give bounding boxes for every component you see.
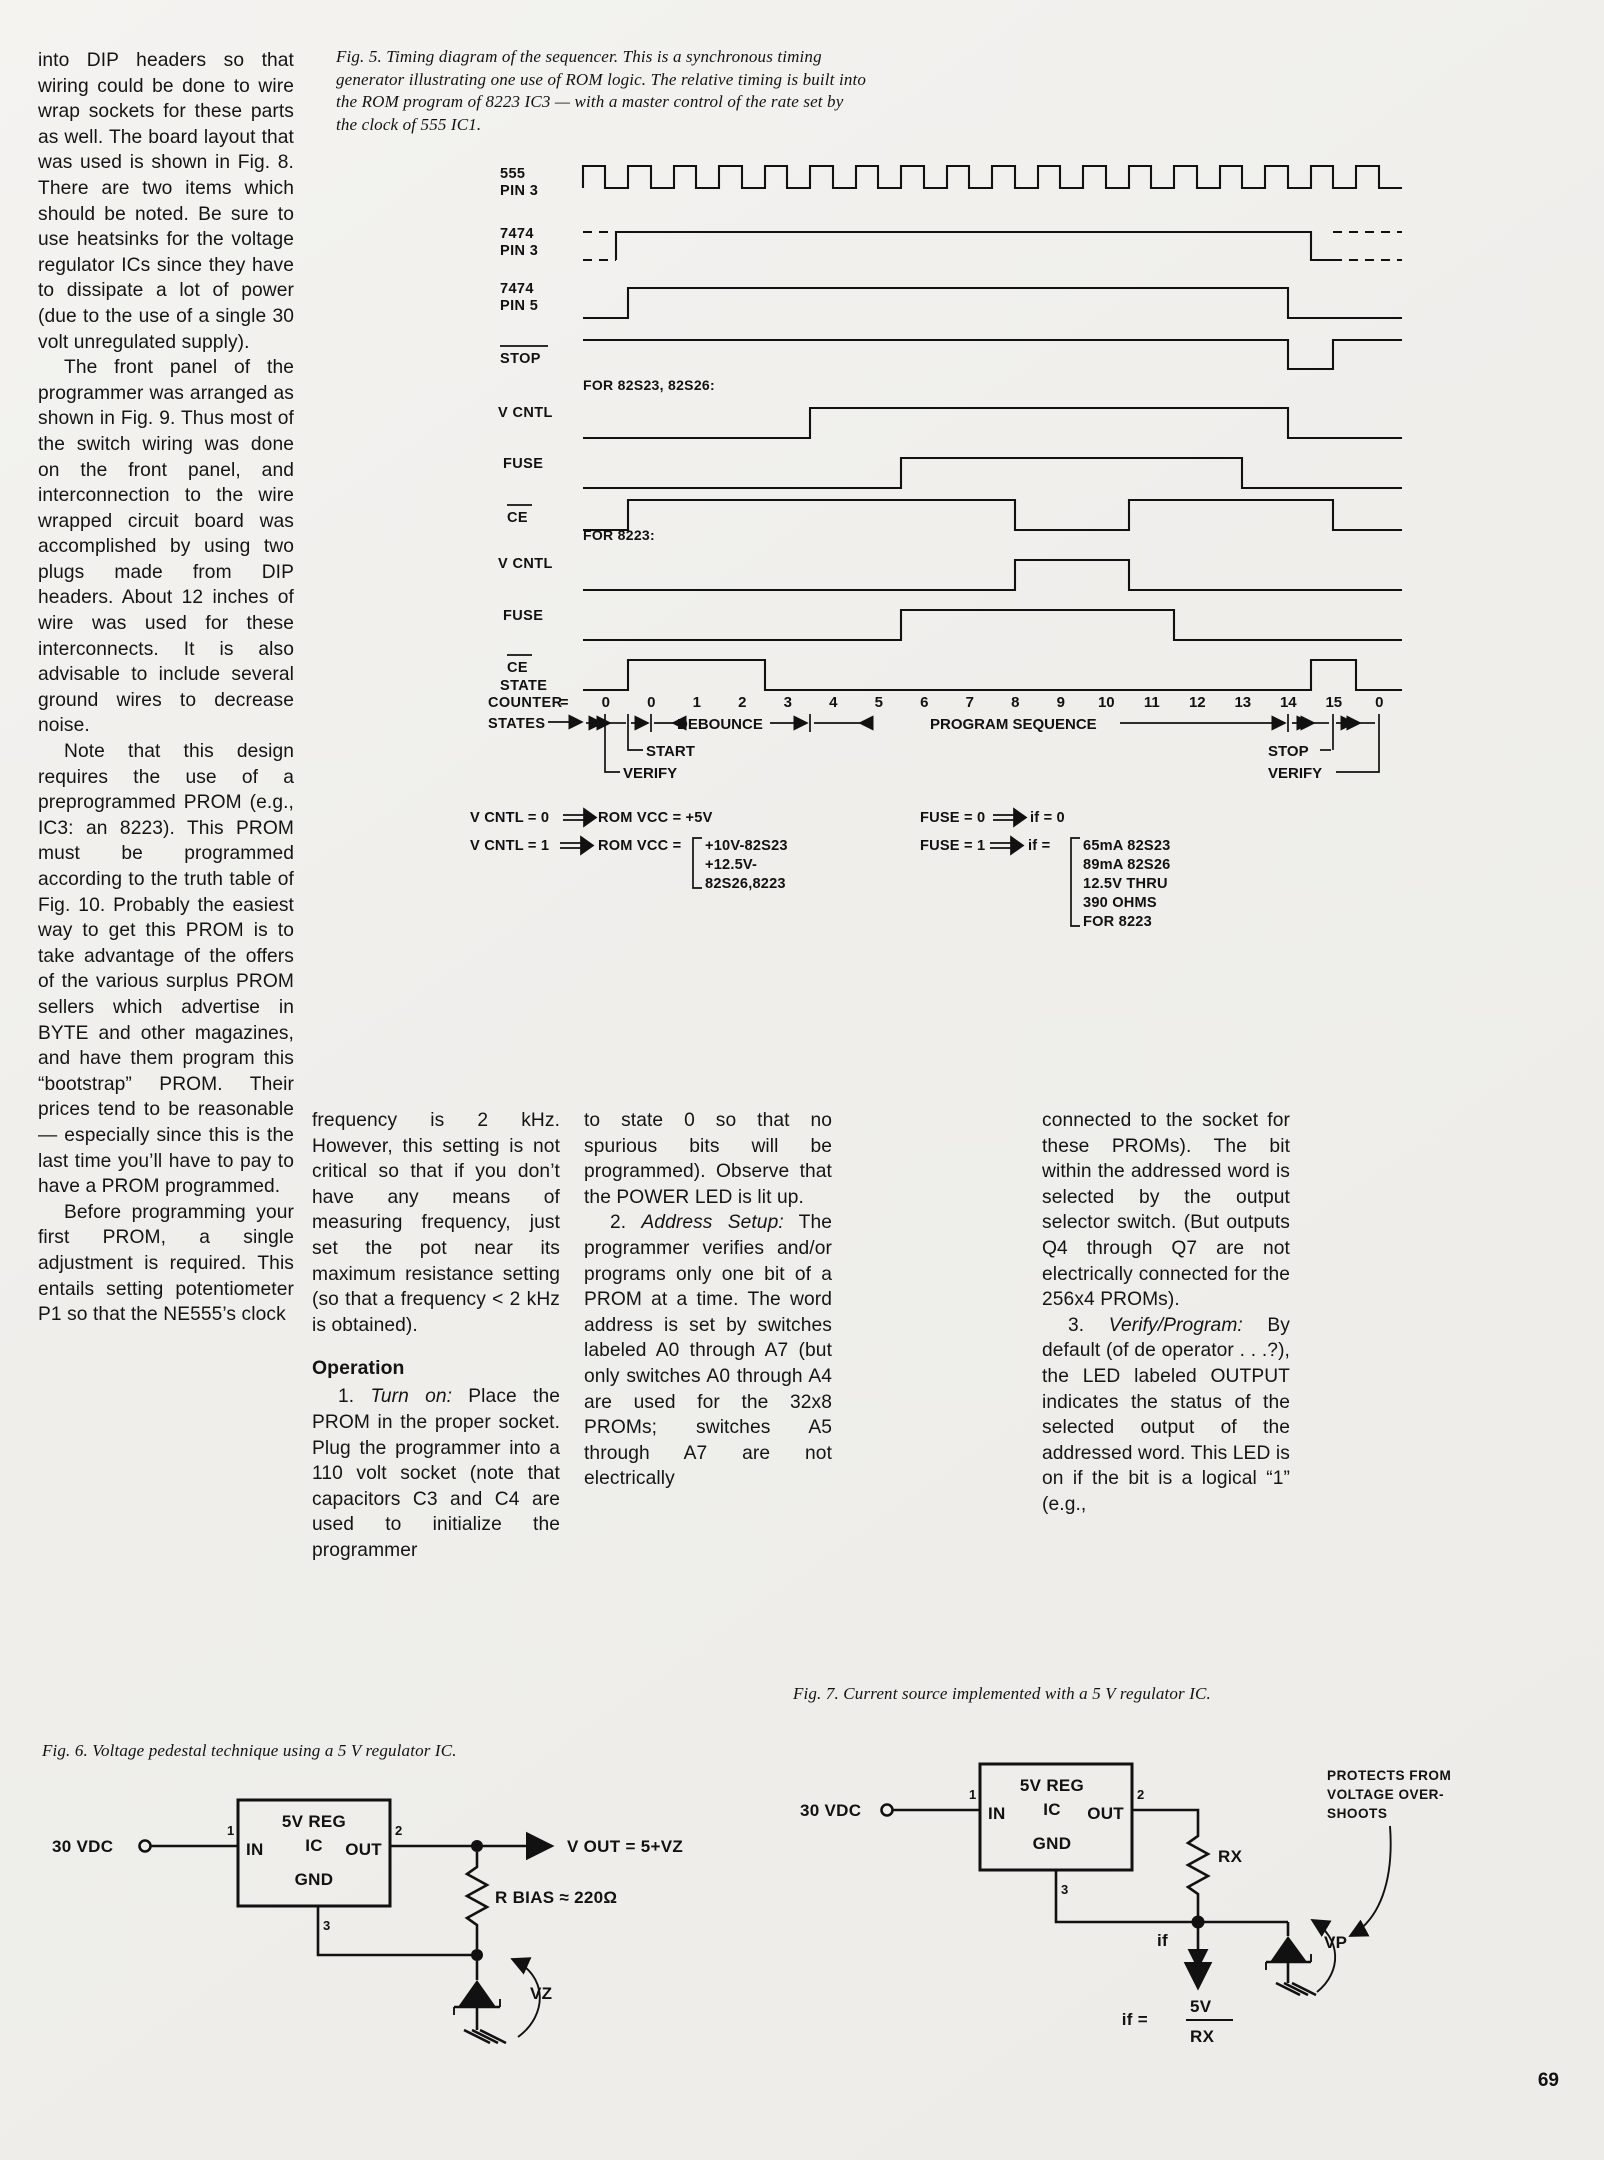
- page-number: 69: [1537, 2070, 1559, 2091]
- state-counter-value: 7: [965, 694, 974, 711]
- paragraph: connected to the socket for these PROMs). The bit within the addressed word is selected by the output selector switch. (But outputs Q4 through Q7 are not electrically connected for the 256x4 PROMs).: [1042, 1110, 1290, 1311]
- state-counter-value: 13: [1234, 694, 1252, 711]
- state-counter-value: 9: [1056, 694, 1065, 711]
- signal-label-stop: [500, 346, 548, 367]
- legend-vcntl-1-result: ROM VCC =: [598, 838, 682, 854]
- waveform-7474-pin3: [583, 232, 1402, 260]
- item-title: Address Setup:: [641, 1212, 784, 1234]
- zener-voltage-label: VZ: [530, 1984, 553, 2003]
- state-counter: [488, 678, 582, 732]
- source-label: 30 VDC: [52, 1837, 114, 1856]
- signal-labels: [498, 166, 553, 676]
- state-counter-value: 15: [1325, 694, 1343, 711]
- signal-label: PIN 5: [500, 298, 539, 314]
- legend-brace-item: 12.5V THRU: [1083, 876, 1168, 892]
- span-program-label: PROGRAM SEQUENCE: [930, 716, 1097, 733]
- item-body: The programmer verifies and/or programs only one bit of a PROM at a time. The word address is set by switches labeled A0 through A7 (but only switches A0 through A4 are used for the 32x8 PROMs; switches A5 through A7 are not electrically: [584, 1212, 832, 1490]
- callout-verify-2: VERIFY: [1268, 765, 1323, 782]
- legend-brace-item: 390 OHMS: [1083, 895, 1157, 911]
- state-counter-value: 4: [829, 694, 838, 711]
- resistor-label: R BIAS ≈ 220Ω: [495, 1888, 618, 1907]
- pin-number-3: 3: [323, 1918, 331, 1933]
- resistor-r-bias: [467, 1852, 487, 1949]
- column-left: [38, 48, 294, 1328]
- figure-5-caption: Fig. 5. Timing diagram of the sequencer. This is a synchronous timing generator illustrating one use of ROM logic. The relative timing is built into the ROM program of 8223 IC3 — with a master control of the rate set by the clock of 555 IC1.: [336, 47, 867, 134]
- column-mid-2: [584, 1108, 832, 1492]
- signal-label: FUSE: [503, 456, 544, 472]
- legend-brace-item: 89mA 82S26: [1083, 857, 1171, 873]
- pin-in-label: IN: [988, 1804, 1006, 1823]
- note-line-3: SHOOTS: [1327, 1806, 1388, 1821]
- waveform-vcntl-82s: [583, 408, 1402, 438]
- paragraph-item-1: [312, 1384, 560, 1563]
- figure-7-circuit: [790, 1740, 1510, 2060]
- signal-label: 555: [500, 166, 526, 182]
- signal-label: CE: [507, 510, 528, 526]
- signal-label: STOP: [500, 351, 541, 367]
- signal-label: V CNTL: [498, 405, 553, 421]
- state-counter-value: 11: [1143, 694, 1160, 711]
- waveform-fuse-8223: [583, 610, 1402, 640]
- pin-gnd-label: GND: [1032, 1834, 1072, 1853]
- figure-6-caption: Fig. 6. Voltage pedestal technique using a 5 V regulator IC.: [42, 1741, 457, 1760]
- item-body: By default (of de operator . . .?), the LED labeled OUTPUT indicates the status of the selected output of the addressed word. This LED is on if the bit is a logical “1” (e.g.,: [1042, 1314, 1290, 1515]
- waveform-vcntl-8223: [583, 560, 1402, 590]
- waveform-stop: [583, 340, 1402, 369]
- note-line-2: VOLTAGE OVER-: [1327, 1787, 1445, 1802]
- legend-brace-item: +12.5V-: [705, 857, 758, 873]
- item-title: Turn on:: [370, 1386, 453, 1408]
- legend-vcntl-0-result: ROM VCC = +5V: [598, 810, 713, 826]
- state-counter-value: 5: [874, 694, 883, 711]
- state-counter-value: 6: [920, 694, 929, 711]
- callout-start: START: [646, 743, 695, 760]
- waveform-ce-8223: [583, 660, 1402, 690]
- state-counter-value: 0: [1375, 694, 1384, 711]
- figure-5-timing-diagram: [430, 150, 1570, 930]
- formula-lhs: if =: [1121, 2010, 1148, 2029]
- paragraph: frequency is 2 kHz. However, this setting is not critical so that if you don’t have any means of measuring frequency, just set the pot near its maximum resistance setting (so that a frequency < 2 kHz is obtained).: [312, 1110, 560, 1336]
- pin-in-label: IN: [246, 1840, 264, 1859]
- column-right: [1042, 1108, 1290, 1518]
- state-counter-value: 3: [783, 694, 792, 711]
- legend-brace-item: 82S26,8223: [705, 876, 786, 892]
- ic-label-line2: IC: [305, 1836, 323, 1855]
- source-label: 30 VDC: [800, 1801, 862, 1820]
- state-counter-value: 0: [601, 694, 610, 711]
- state-counter-values: [602, 694, 1384, 711]
- legend-brace-item: FOR 8223: [1083, 914, 1152, 930]
- paragraph: The front panel of the programmer was arranged as shown in Fig. 9. Thus most of the switch wiring was done on the front panel, and interconnection to the wire wrapped circuit board was accomplished by using two plugs made from DIP headers. About 12 inches of wire was used for these interconnects. It is also advisable to include several ground wires to decrease noise.: [38, 357, 294, 737]
- legend-fuse-1-result: if =: [1028, 838, 1051, 854]
- output-label: V OUT = 5+VZ: [567, 1837, 684, 1856]
- legend-brace-item: 65mA 82S23: [1083, 838, 1171, 854]
- paragraph-item-2: [584, 1210, 832, 1492]
- input-terminal: [882, 1805, 893, 1816]
- state-counter-value: 0: [647, 694, 656, 711]
- current-label: if: [1157, 1931, 1168, 1950]
- signal-label-ce-2: [507, 655, 532, 676]
- item-number: 3.: [1068, 1314, 1085, 1336]
- legend-vcntl-1: V CNTL = 1: [470, 838, 550, 854]
- state-counter-value: 14: [1279, 694, 1297, 711]
- state-spans: [586, 714, 1379, 733]
- states-label: STATES: [488, 716, 546, 732]
- figure-6-circuit: [40, 1775, 740, 2055]
- group-label-82s: FOR 82S23, 82S26:: [583, 377, 715, 393]
- waveform-555-pin3: [583, 166, 1402, 188]
- pin-out-label: OUT: [345, 1840, 382, 1859]
- signal-label: PIN 3: [500, 243, 539, 259]
- state-counter-value: 10: [1097, 694, 1115, 711]
- resistor-label: RX: [1218, 1847, 1243, 1866]
- legend-fuse-0-result: if = 0: [1030, 810, 1065, 826]
- item-body: Place the PROM in the proper socket. Plug the programmer into a 110 volt socket (note that capacitors C3 and C4 are used to initialize the programmer: [312, 1386, 560, 1561]
- legend-vcntl-0: V CNTL = 0: [470, 810, 550, 826]
- item-number: 2.: [610, 1212, 627, 1234]
- callout-stop: STOP: [1268, 743, 1309, 760]
- pin-out-label: OUT: [1087, 1804, 1124, 1823]
- paragraph: Note that this design requires the use of a preprogrammed PROM (e.g., IC3: an 8223). This PROM must be programmed according to the truth table of Fig. 10. Probably the easiest way to get this PROM is to take advantage of the offers of the various surplus PROM sellers which advertise in BYTE and other magazines, and have them program this “bootstrap” PROM. Their prices tend to be reasonable — especially since this is the last time you’ll have to pay to have a PROM programmed.: [38, 741, 294, 1198]
- ic-label-line1: 5V REG: [1019, 1776, 1085, 1795]
- state-callouts: [605, 732, 1379, 782]
- legend-fuse-0: FUSE = 0: [920, 810, 986, 826]
- signal-label-ce-1: [507, 505, 532, 526]
- paragraph: into DIP headers so that wiring could be done to wire wrap sockets for these parts as well. The board layout that was used is shown in Fig. 8. There are two items which should be noted. Be sure to use heatsinks for the voltage regulator ICs since they have to dissipate a lot of power (due to the use of a single 30 volt unregulated supply).: [38, 50, 294, 353]
- vp-arc: [1312, 1920, 1335, 1992]
- signal-label: PIN 3: [500, 183, 539, 199]
- waveform-fuse-82s: [583, 458, 1402, 488]
- item-title: Verify/Program:: [1108, 1314, 1243, 1336]
- state-counter-value: 12: [1188, 694, 1206, 711]
- zener-voltage-label: VP: [1324, 1933, 1348, 1952]
- note-line-1: PROTECTS FROM: [1327, 1768, 1452, 1783]
- pin-gnd-label: GND: [294, 1870, 334, 1889]
- state-counter-label: COUNTER: [488, 695, 563, 711]
- span-debounce-label: DEBOUNCE: [677, 716, 763, 733]
- signal-label: 7474: [500, 281, 534, 297]
- waveform-7474-pin5: [583, 288, 1402, 318]
- ic-label-line2: IC: [1043, 1800, 1061, 1819]
- item-number: 1.: [338, 1386, 355, 1408]
- input-terminal: [140, 1841, 151, 1852]
- pin-number-2: 2: [1137, 1787, 1145, 1802]
- figure-5-legend: [470, 809, 1170, 930]
- paragraph: to state 0 so that no spurious bits will be programmed). Observe that the POWER LED is lit up.: [584, 1110, 832, 1208]
- legend-brace-item: +10V-82S23: [705, 838, 788, 854]
- paragraph-item-3: [1042, 1313, 1290, 1518]
- state-counter-value: 2: [738, 694, 747, 711]
- signal-label: 7474: [500, 226, 534, 242]
- figure-7-caption: Fig. 7. Current source implemented with a 5 V regulator IC.: [793, 1684, 1211, 1703]
- pin-number-2: 2: [395, 1823, 403, 1838]
- resistor-rx: [1188, 1826, 1208, 1916]
- formula-numerator: 5V: [1190, 1997, 1212, 2016]
- group-label-8223: FOR 8223:: [583, 527, 655, 543]
- column-mid-1: [312, 1108, 560, 1564]
- formula-denominator: RX: [1190, 2027, 1215, 2046]
- state-counter-label: STATE: [500, 678, 548, 694]
- ic-label-line1: 5V REG: [281, 1812, 347, 1831]
- state-counter-value: 1: [692, 694, 701, 711]
- zener-diode: [458, 1980, 496, 2007]
- pin-number-1: 1: [969, 1787, 977, 1802]
- zener-node: [471, 1949, 483, 1961]
- pin-number-1: 1: [227, 1823, 235, 1838]
- legend-fuse-1: FUSE = 1: [920, 838, 986, 854]
- waveform-ce-82s: [583, 500, 1402, 530]
- callout-verify: VERIFY: [623, 765, 678, 782]
- signal-label: V CNTL: [498, 556, 553, 572]
- state-counter-equals: =: [560, 695, 569, 711]
- zener-diode: [1270, 1936, 1307, 1962]
- note-arrow: [1350, 1826, 1391, 1936]
- signal-label: CE: [507, 660, 528, 676]
- paragraph: Before programming your first PROM, a single adjustment is required. This entails setting potentiometer P1 so that the NE555’s clock: [38, 1201, 294, 1326]
- ground-symbol: [464, 2030, 506, 2043]
- pin-number-3: 3: [1061, 1882, 1069, 1897]
- state-counter-value: 8: [1011, 694, 1020, 711]
- section-heading-operation: Operation: [312, 1357, 405, 1380]
- signal-label: FUSE: [503, 608, 544, 624]
- ground-symbol: [1276, 1983, 1316, 1995]
